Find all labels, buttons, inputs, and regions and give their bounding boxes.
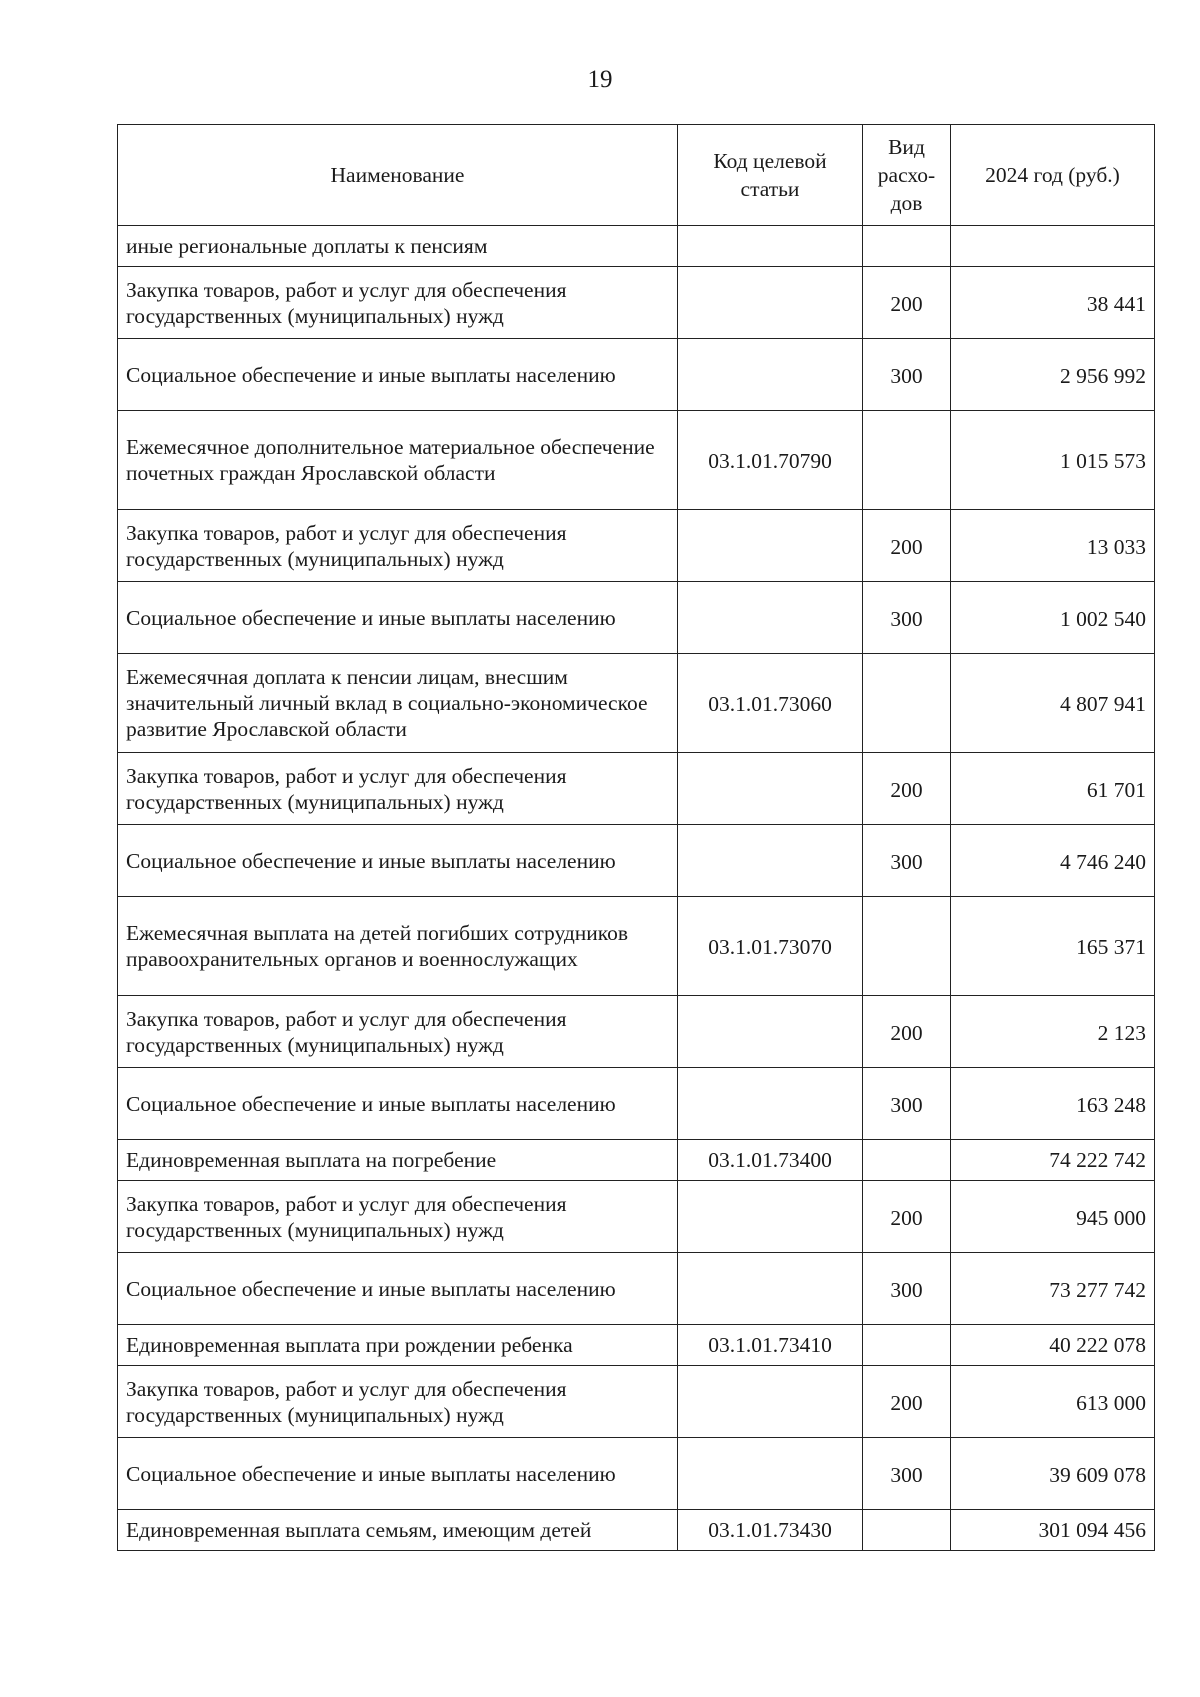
- row-code: [678, 1366, 863, 1438]
- row-code: [678, 267, 863, 339]
- table-row: [118, 1438, 1155, 1510]
- row-amount: 1 002 540: [951, 582, 1155, 654]
- row-name: Единовременная выплата семьям, имеющим детей: [118, 1510, 678, 1551]
- table-row: [118, 1325, 1155, 1366]
- row-code: 03.1.01.73070: [678, 897, 863, 996]
- row-type: [863, 1140, 951, 1181]
- row-amount: 40 222 078: [951, 1325, 1155, 1366]
- row-code: [678, 226, 863, 267]
- row-name: иные региональные доплаты к пенсиям: [118, 226, 678, 267]
- row-type: 200: [863, 510, 951, 582]
- row-name: Ежемесячное дополнительное материальное обеспечение почетных граждан Ярославской области: [118, 411, 678, 510]
- row-type: 200: [863, 1366, 951, 1438]
- row-name: Закупка товаров, работ и услуг для обеспечения государственных (муниципальных) нужд: [118, 1366, 678, 1438]
- row-name: Социальное обеспечение и иные выплаты населению: [118, 1068, 678, 1140]
- row-amount: 165 371: [951, 897, 1155, 996]
- table-row: [118, 1140, 1155, 1181]
- table-row: [118, 267, 1155, 339]
- row-name: Социальное обеспечение и иные выплаты населению: [118, 582, 678, 654]
- budget-table: [117, 124, 1155, 1551]
- row-code: [678, 1438, 863, 1510]
- row-code: 03.1.01.73060: [678, 654, 863, 753]
- row-code: 03.1.01.70790: [678, 411, 863, 510]
- row-type: 200: [863, 1181, 951, 1253]
- table-row: [118, 654, 1155, 753]
- row-type: [863, 1325, 951, 1366]
- table-row: [118, 411, 1155, 510]
- row-amount: 13 033: [951, 510, 1155, 582]
- table-row: [118, 1068, 1155, 1140]
- header-name: Наименование: [118, 125, 678, 226]
- row-name: Закупка товаров, работ и услуг для обеспечения государственных (муниципальных) нужд: [118, 510, 678, 582]
- table-row: [118, 753, 1155, 825]
- row-code: [678, 1181, 863, 1253]
- row-type: 200: [863, 753, 951, 825]
- row-code: [678, 510, 863, 582]
- row-amount: 945 000: [951, 1181, 1155, 1253]
- row-type: [863, 1510, 951, 1551]
- row-type: [863, 411, 951, 510]
- row-name: Социальное обеспечение и иные выплаты населению: [118, 825, 678, 897]
- row-type: 300: [863, 339, 951, 411]
- table-row: [118, 996, 1155, 1068]
- row-amount: 613 000: [951, 1366, 1155, 1438]
- table-row: [118, 1510, 1155, 1551]
- row-name: Закупка товаров, работ и услуг для обеспечения государственных (муниципальных) нужд: [118, 753, 678, 825]
- row-amount: [951, 226, 1155, 267]
- row-amount: 301 094 456: [951, 1510, 1155, 1551]
- row-name: Социальное обеспечение и иные выплаты населению: [118, 1253, 678, 1325]
- table-header-row: [118, 125, 1155, 226]
- row-type: 200: [863, 267, 951, 339]
- page-number: 19: [587, 66, 613, 93]
- row-type: 300: [863, 1438, 951, 1510]
- row-type: 300: [863, 825, 951, 897]
- row-amount: 39 609 078: [951, 1438, 1155, 1510]
- row-amount: 2 956 992: [951, 339, 1155, 411]
- row-type: 200: [863, 996, 951, 1068]
- row-code: 03.1.01.73430: [678, 1510, 863, 1551]
- row-amount: 2 123: [951, 996, 1155, 1068]
- row-amount: 4 746 240: [951, 825, 1155, 897]
- row-amount: 61 701: [951, 753, 1155, 825]
- table-row: [118, 1181, 1155, 1253]
- row-type: [863, 897, 951, 996]
- header-amount: 2024 год (руб.): [951, 125, 1155, 226]
- row-code: [678, 1068, 863, 1140]
- row-code: [678, 582, 863, 654]
- table-row: [118, 510, 1155, 582]
- row-amount: 74 222 742: [951, 1140, 1155, 1181]
- table-row: [118, 582, 1155, 654]
- row-name: Ежемесячная доплата к пенсии лицам, внесшим значительный личный вклад в социально-экономическое развитие Ярославской области: [118, 654, 678, 753]
- table-row: [118, 1253, 1155, 1325]
- row-name: Закупка товаров, работ и услуг для обеспечения государственных (муниципальных) нужд: [118, 1181, 678, 1253]
- row-code: [678, 339, 863, 411]
- row-code: [678, 753, 863, 825]
- table-row: [118, 1366, 1155, 1438]
- row-amount: 4 807 941: [951, 654, 1155, 753]
- row-code: 03.1.01.73400: [678, 1140, 863, 1181]
- row-code: [678, 996, 863, 1068]
- table-row: [118, 897, 1155, 996]
- row-name: Ежемесячная выплата на детей погибших сотрудников правоохранительных органов и военнослужащих: [118, 897, 678, 996]
- row-type: 300: [863, 1068, 951, 1140]
- row-amount: 73 277 742: [951, 1253, 1155, 1325]
- row-amount: 163 248: [951, 1068, 1155, 1140]
- row-name: Социальное обеспечение и иные выплаты населению: [118, 339, 678, 411]
- row-type: [863, 226, 951, 267]
- row-name: Единовременная выплата на погребение: [118, 1140, 678, 1181]
- row-code: [678, 1253, 863, 1325]
- header-code: Код целевой статьи: [678, 125, 863, 226]
- row-type: [863, 654, 951, 753]
- row-amount: 1 015 573: [951, 411, 1155, 510]
- row-code: [678, 825, 863, 897]
- row-code: 03.1.01.73410: [678, 1325, 863, 1366]
- row-name: Единовременная выплата при рождении ребенка: [118, 1325, 678, 1366]
- table-row: [118, 825, 1155, 897]
- row-name: Закупка товаров, работ и услуг для обеспечения государственных (муниципальных) нужд: [118, 996, 678, 1068]
- table-row: [118, 226, 1155, 267]
- row-type: 300: [863, 1253, 951, 1325]
- row-name: Социальное обеспечение и иные выплаты населению: [118, 1438, 678, 1510]
- table-row: [118, 339, 1155, 411]
- row-type: 300: [863, 582, 951, 654]
- row-amount: 38 441: [951, 267, 1155, 339]
- header-type: Вид расхо-дов: [863, 125, 951, 226]
- row-name: Закупка товаров, работ и услуг для обеспечения государственных (муниципальных) нужд: [118, 267, 678, 339]
